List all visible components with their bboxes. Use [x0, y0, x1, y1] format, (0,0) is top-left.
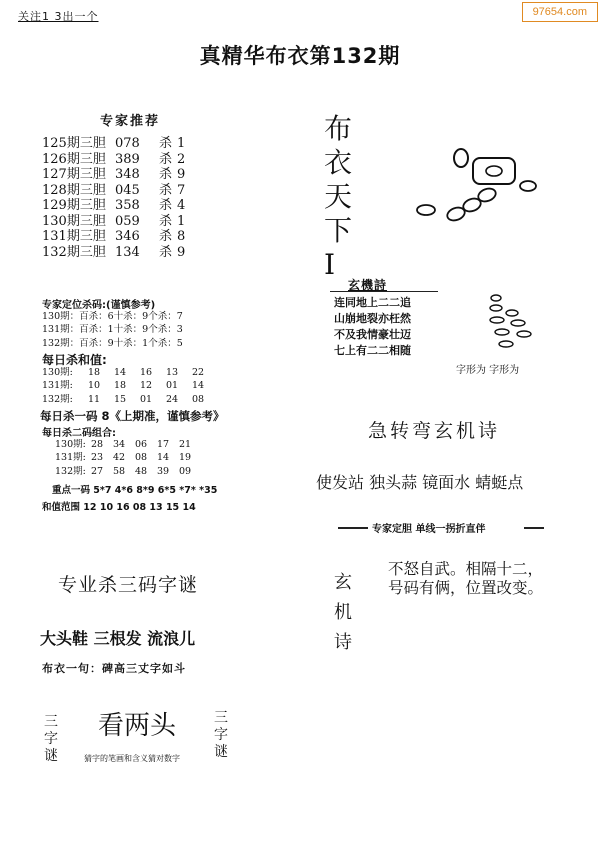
- expert-row: 132期三胆 134 杀 9: [42, 244, 186, 260]
- watermark-link[interactable]: 97654.com: [522, 2, 598, 22]
- daily-two-row: 131期: 23 42 08 14 19: [55, 452, 192, 464]
- daily-sum-list: [42, 366, 204, 406]
- daily-two-row: 132期: 27 58 48 39 09: [55, 465, 192, 477]
- turn-words: 使发站 独头蒜 镜面水 蜻蜓点: [316, 473, 524, 492]
- sketch-figure: [412, 138, 542, 228]
- daily-sum-row: 132期: 11 15 01 24 08: [42, 393, 205, 405]
- position-kill-heading: 专家定位杀码:(谨慎参考): [42, 300, 156, 311]
- pebble: [517, 331, 531, 337]
- daily-sum-row: 130期: 18 14 16 13 22: [42, 367, 205, 378]
- pebble: [506, 310, 518, 316]
- sketch-box: [473, 158, 515, 184]
- xuanji-line: 山崩地裂亦枉然: [334, 312, 411, 325]
- riddle-words: 大头鞋 三根发 流浪儿: [40, 629, 196, 648]
- xuanji-lines: [334, 295, 411, 359]
- expert-line-right: [524, 527, 544, 529]
- riddle-heading: 专业杀三码字谜: [58, 574, 199, 596]
- xuan-poem-label: 玄机诗: [334, 572, 352, 653]
- pebble: [511, 320, 525, 326]
- xuanji-rule: [330, 291, 438, 292]
- riddle-label-right: 三字谜: [214, 710, 228, 760]
- daily-two-list: [55, 438, 191, 478]
- focus-code: 重点一码 5*7 4*6 8*9 6*5 *7* *35: [52, 485, 218, 496]
- sketch-ring: [486, 166, 502, 176]
- expert-row: 125期三胆 078 杀 1: [42, 136, 186, 151]
- buyi-line: 布衣一句：碑高三丈字如斗: [42, 662, 186, 675]
- shape-label: 字形为 字形为: [456, 365, 520, 376]
- sum-range: 和值范围 12 10 16 08 13 15 14: [42, 502, 196, 513]
- top-note: 关注1 3出一个: [18, 10, 99, 23]
- pebble: [491, 295, 501, 301]
- sketch-dot: [520, 181, 536, 191]
- pebble: [499, 341, 513, 347]
- position-kill-list: [42, 310, 183, 350]
- expert-heading: 专家推荐: [100, 114, 161, 129]
- xuan-poem-line: 不怒自武。相隔十二，: [388, 560, 544, 578]
- pebble: [490, 305, 502, 311]
- xuan-poem-line: 号码有俩，位置改变。: [388, 579, 544, 597]
- expert-row: 131期三胆 346 杀 8: [42, 229, 186, 244]
- expert-line-left: [338, 527, 368, 529]
- sketch-oval: [454, 149, 468, 167]
- daily-one-kill: 每日杀一码 8《上期准，谨慎参考》: [40, 409, 225, 423]
- pebble-doodle: [484, 292, 544, 354]
- xuanji-line: 七上有二二相随: [334, 344, 411, 357]
- pebble: [495, 329, 509, 335]
- buyi-world: 布衣天下I: [324, 112, 353, 281]
- expert-row: 127期三胆 348 杀 9: [42, 167, 186, 182]
- xuanji-heading: 玄機詩: [348, 278, 388, 292]
- expert-bold: 专家定胆 单线一拐折直伴: [372, 524, 486, 535]
- position-kill-row: 130期：百杀：6十杀：9个杀：7: [42, 311, 183, 322]
- expert-row: 130期三胆 059 杀 1: [42, 213, 186, 229]
- sketch-stone: [417, 205, 435, 215]
- expert-row: 128期三胆 045 杀 7: [42, 182, 186, 198]
- expert-row: 126期三胆 389 杀 2: [42, 151, 186, 167]
- position-kill-row: 131期：百杀：1十杀：9个杀：3: [42, 324, 183, 336]
- expert-row: 129期三胆 358 杀 4: [42, 198, 186, 213]
- daily-sum-row: 131期: 10 18 12 01 14: [42, 380, 205, 392]
- xuanji-line: 不及我情豪壮迈: [334, 328, 411, 341]
- xuanji-line: 连同地上二二追: [334, 296, 411, 309]
- daily-two-row: 130期: 28 34 06 17 21: [55, 439, 192, 450]
- pebble: [490, 317, 504, 323]
- page-title: 真精华布衣第132期: [199, 44, 401, 68]
- daily-sum-heading: 每日杀和值:: [42, 353, 107, 367]
- expert-table: [42, 136, 185, 260]
- daily-two-heading: 每日杀二码组合:: [42, 428, 116, 439]
- look-note: 猜字的笔画和含义猜对数字: [84, 754, 180, 763]
- look-head: 看两头: [98, 711, 177, 741]
- position-kill-row: 132期：百杀：9十杀：1个杀：5: [42, 337, 183, 349]
- xuan-poem: [388, 560, 543, 598]
- turn-heading: 急转弯玄机诗: [368, 420, 501, 442]
- riddle-label-left: 三字谜: [44, 714, 58, 764]
